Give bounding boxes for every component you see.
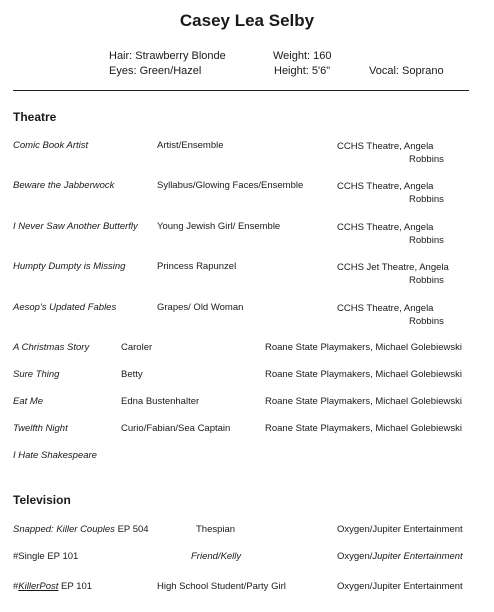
credit-venue-line1: CCHS Jet Theatre, Angela [337,262,449,273]
credit-role: Syllabus/Glowing Faces/Ensemble [157,180,304,191]
credit-venue-line2: Robbins [409,316,444,327]
credit-venue: Roane State Playmakers, Michael Golebiewski [265,423,462,434]
credit-venue [337,180,444,206]
tv-credit-role: Friend/Kelly [191,551,242,562]
credit-title: I Hate Shakespeare [13,450,97,461]
credit-role: Curio/Fabian/Sea Captain [121,423,231,434]
tv-credit-venue [337,551,463,562]
credit-venue-line1: CCHS Theatre, Angela [337,181,434,192]
tv-credit-title [13,524,149,535]
tv-show-hash: # [13,581,19,592]
weight-stat: Weight: 160 [273,50,332,62]
credit-title: Humpty Dumpty is Missing [13,261,126,272]
tv-episode: EP 504 [114,524,149,535]
tv-credit-title [13,551,78,562]
credit-venue: Roane State Playmakers, Michael Golebiewski [265,369,462,380]
credit-venue [337,221,444,247]
actor-name: Casey Lea Selby [179,11,315,30]
tv-credit-title [13,581,92,592]
tv-episode: EP 101 [44,551,79,562]
credit-venue-line1: CCHS Theatre, Angela [337,222,434,233]
eyes-stat: Eyes: Green/Hazel [109,65,202,77]
credit-role: Artist/Ensemble [157,140,224,151]
credit-venue [337,261,449,287]
credit-role: Edna Bustenhalter [121,396,200,407]
height-stat: Height: 5'6" [274,65,331,77]
television-heading: Television [13,493,71,507]
credit-role: Grapes/ Old Woman [157,302,244,313]
credit-venue [337,302,444,328]
tv-credit-role: High School Student/Party Girl [157,581,286,592]
credit-title: I Never Saw Another Butterfly [13,221,138,232]
tv-show-title: #Single [13,551,45,562]
credit-role: Young Jewish Girl/ Ensemble [157,221,281,232]
vocal-stat: Vocal: Soprano [369,65,444,77]
tv-venue-part2: Jupiter Entertainment [372,551,463,562]
credit-venue-line1: CCHS Theatre, Angela [337,303,434,314]
credit-venue: Roane State Playmakers, Michael Golebiewski [265,342,462,353]
credit-title: Aesop's Updated Fables [13,302,117,313]
tv-venue-part1: Oxygen/ [337,551,373,562]
credit-venue-line2: Robbins [409,154,444,165]
tv-episode: EP 101 [58,581,93,592]
credit-venue [337,140,444,166]
credit-title: Eat Me [13,396,44,407]
credit-title: Comic Book Artist [13,140,89,151]
credit-title: Twelfth Night [13,423,68,434]
credit-role: Princess Rapunzel [157,261,237,272]
tv-credit-venue: Oxygen/Jupiter Entertainment [337,581,463,592]
credit-role: Caroler [121,342,153,353]
hair-stat: Hair: Strawberry Blonde [109,50,226,62]
theatre-heading: Theatre [13,110,57,124]
header-divider [13,90,469,91]
credit-venue-line2: Robbins [409,235,444,246]
tv-credit-role: Thespian [196,524,236,535]
credit-role: Betty [121,369,143,380]
credit-venue-line1: CCHS Theatre, Angela [337,141,434,152]
tv-credit-venue: Oxygen/Jupiter Entertainment [337,524,463,535]
credit-title: Sure Thing [13,369,60,380]
credit-venue: Roane State Playmakers, Michael Golebiewski [265,396,462,407]
credit-venue-line2: Robbins [409,194,444,205]
credit-title: A Christmas Story [13,342,90,353]
tv-show-title: Snapped: Killer Couples [13,524,115,535]
tv-show-title: KillerPost [18,581,59,592]
credit-title: Beware the Jabberwock [13,180,115,191]
credit-venue-line2: Robbins [409,275,444,286]
